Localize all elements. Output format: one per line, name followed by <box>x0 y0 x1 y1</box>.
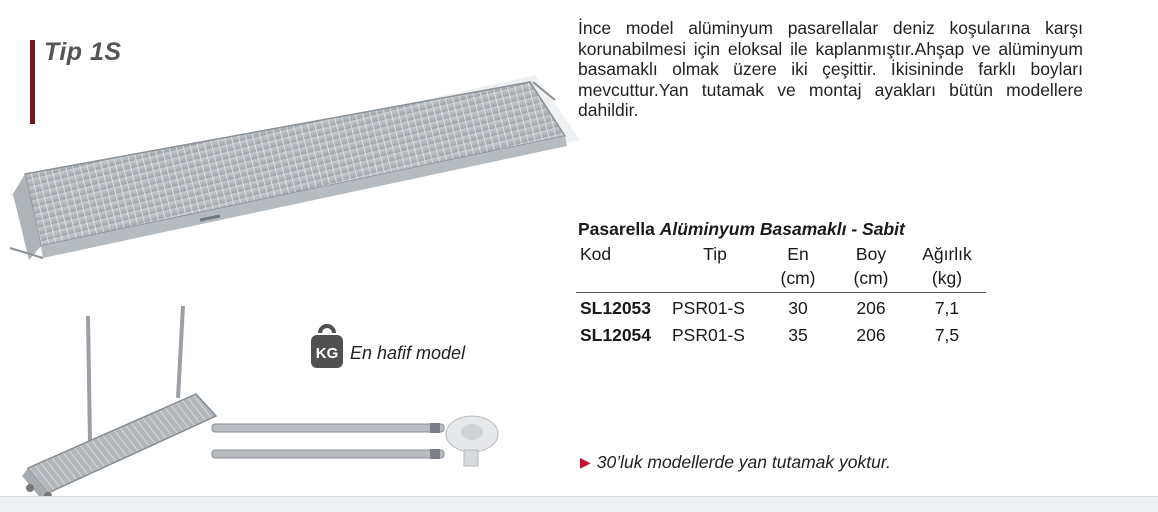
col-tip: Tip <box>668 242 762 293</box>
col-agirlik: Ağırlık (kg) <box>908 242 986 293</box>
red-arrow-icon: ▶ <box>580 454 591 470</box>
cell-kod: SL12054 <box>580 325 652 345</box>
cell-en: 35 <box>788 325 808 345</box>
cell-agirlik: 7,1 <box>934 298 960 318</box>
note <box>580 452 891 473</box>
cell-tip: PSR01-S <box>672 325 745 345</box>
note-text: 30’luk modellerde yan tutamak yoktur. <box>596 452 891 472</box>
cell-en: 30 <box>788 298 808 318</box>
spec-table <box>576 242 986 349</box>
gangway-stanchion-photo <box>18 298 218 503</box>
kg-badge-text: KG <box>315 345 339 362</box>
gangway-photo <box>5 70 585 300</box>
table-row <box>576 322 986 349</box>
col-kod: Kod <box>576 242 668 293</box>
page-title: Tip 1S <box>44 38 122 66</box>
cell-boy: 206 <box>856 298 886 318</box>
handrail-tubes-photo <box>208 410 508 475</box>
col-en: En (cm) <box>762 242 834 293</box>
table-title-plain: Pasarella <box>578 219 660 239</box>
table-title-italic: Alüminyum Basamaklı - Sabit <box>659 219 905 239</box>
product-description: İnce model alüminyum pasarellalar deniz koşularına karşı korunabilmesi için eloksal ile kaplanmıştır.Ahşap ve alüminyum basamaklı olmak üzere iki çeşittir. İkisininde farklı boyları mevcuttur.Yan tutamak ve montaj ayakları bütün modellere dahildir. <box>578 18 1083 120</box>
viewer-toolbar <box>0 496 1158 512</box>
col-boy: Boy (cm) <box>834 242 908 293</box>
table-title <box>578 219 905 240</box>
cell-boy: 206 <box>856 325 886 345</box>
cell-kod: SL12053 <box>580 298 652 318</box>
cell-tip: PSR01-S <box>672 298 745 318</box>
cell-agirlik: 7,5 <box>934 325 960 345</box>
lightest-model-label: En hafif model <box>350 343 466 363</box>
spec-table-header <box>576 242 986 293</box>
table-row <box>576 293 986 323</box>
